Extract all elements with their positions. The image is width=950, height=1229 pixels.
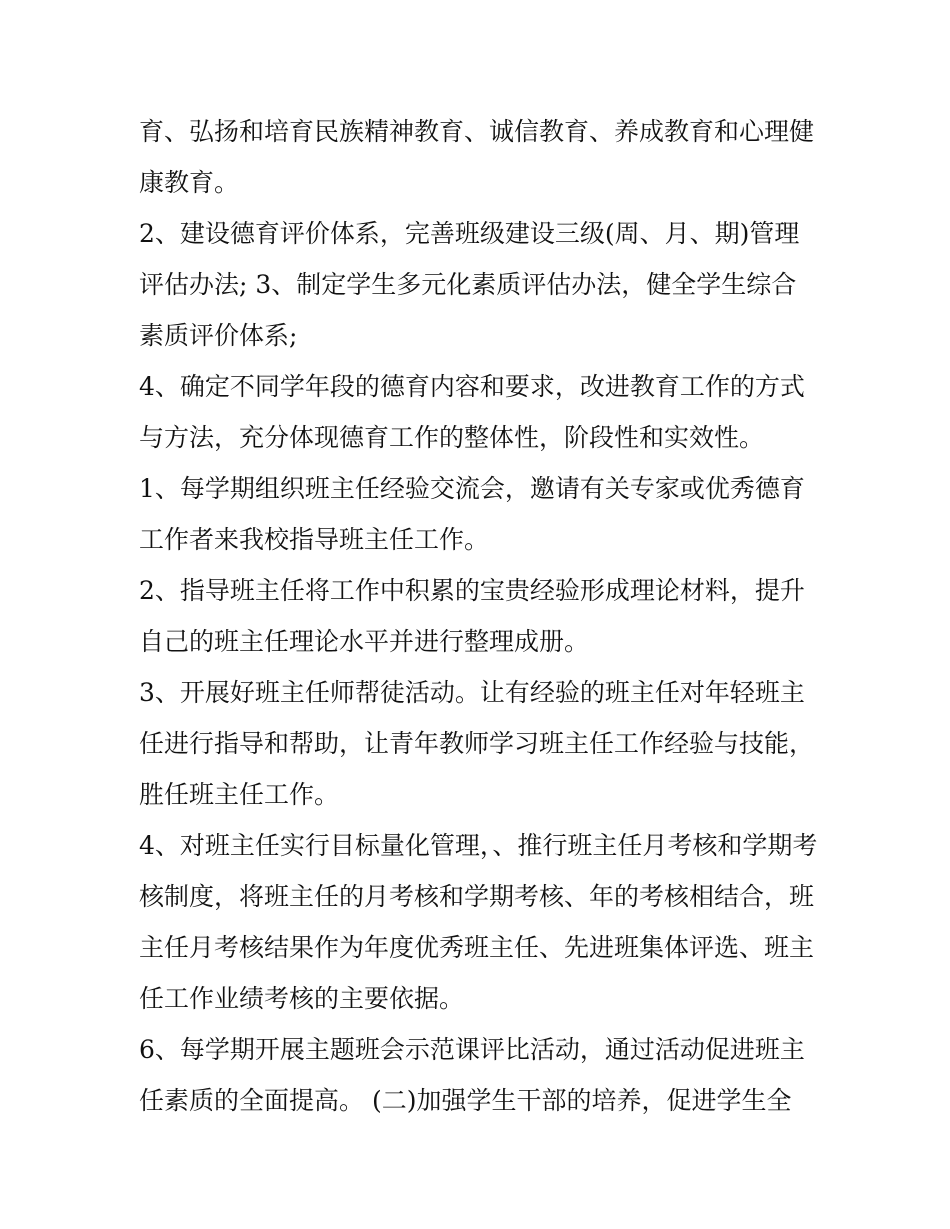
paragraph-experience-exchange: 1、每学期组织班主任经验交流会，邀请有关专家或优秀德育工作者来我校指导班主任工作。 xyxy=(139,474,805,554)
paragraph-theory-materials: 2、指导班主任将工作中积累的宝贵经验形成理论材料，提升自己的班主任理论水平并进行整理成册。 xyxy=(139,576,805,656)
document-body xyxy=(139,106,819,1126)
paragraph-grade-content: 4、确定不同学年段的德育内容和要求，改进教育工作的方式与方法，充分体现德育工作的整体性，阶段性和实效性。 xyxy=(139,372,805,452)
paragraph-class-meeting: 6、每学期开展主题班会示范课评比活动，通过活动促进班主任素质的全面提高。 (二)加强学生干部的培养，促进学生全 xyxy=(139,1035,805,1115)
paragraph-quantified-management: 4、对班主任实行目标量化管理，、推行班主任月考核和学期考核制度，将班主任的月考核和学期考核、年的考核相结合，班主任月考核结果作为年度优秀班主任、先进班集体评选、班主任工作业绩考核的主要依据。 xyxy=(139,831,818,1013)
paragraph-moral-education-tail: 育、弘扬和培育民族精神教育、诚信教育、养成教育和心理健康教育。 xyxy=(139,117,815,197)
paragraph-mentoring: 3、开展好班主任师帮徒活动。让有经验的班主任对年轻班主任进行指导和帮助，让青年教师学习班主任工作经验与技能，胜任班主任工作。 xyxy=(139,678,815,809)
paragraph-evaluation-system: 2、建设德育评价体系，完善班级建设三级(周、月、期)管理评估办法; 3、制定学生多元化素质评估办法，健全学生综合素质评价体系; xyxy=(139,219,800,350)
